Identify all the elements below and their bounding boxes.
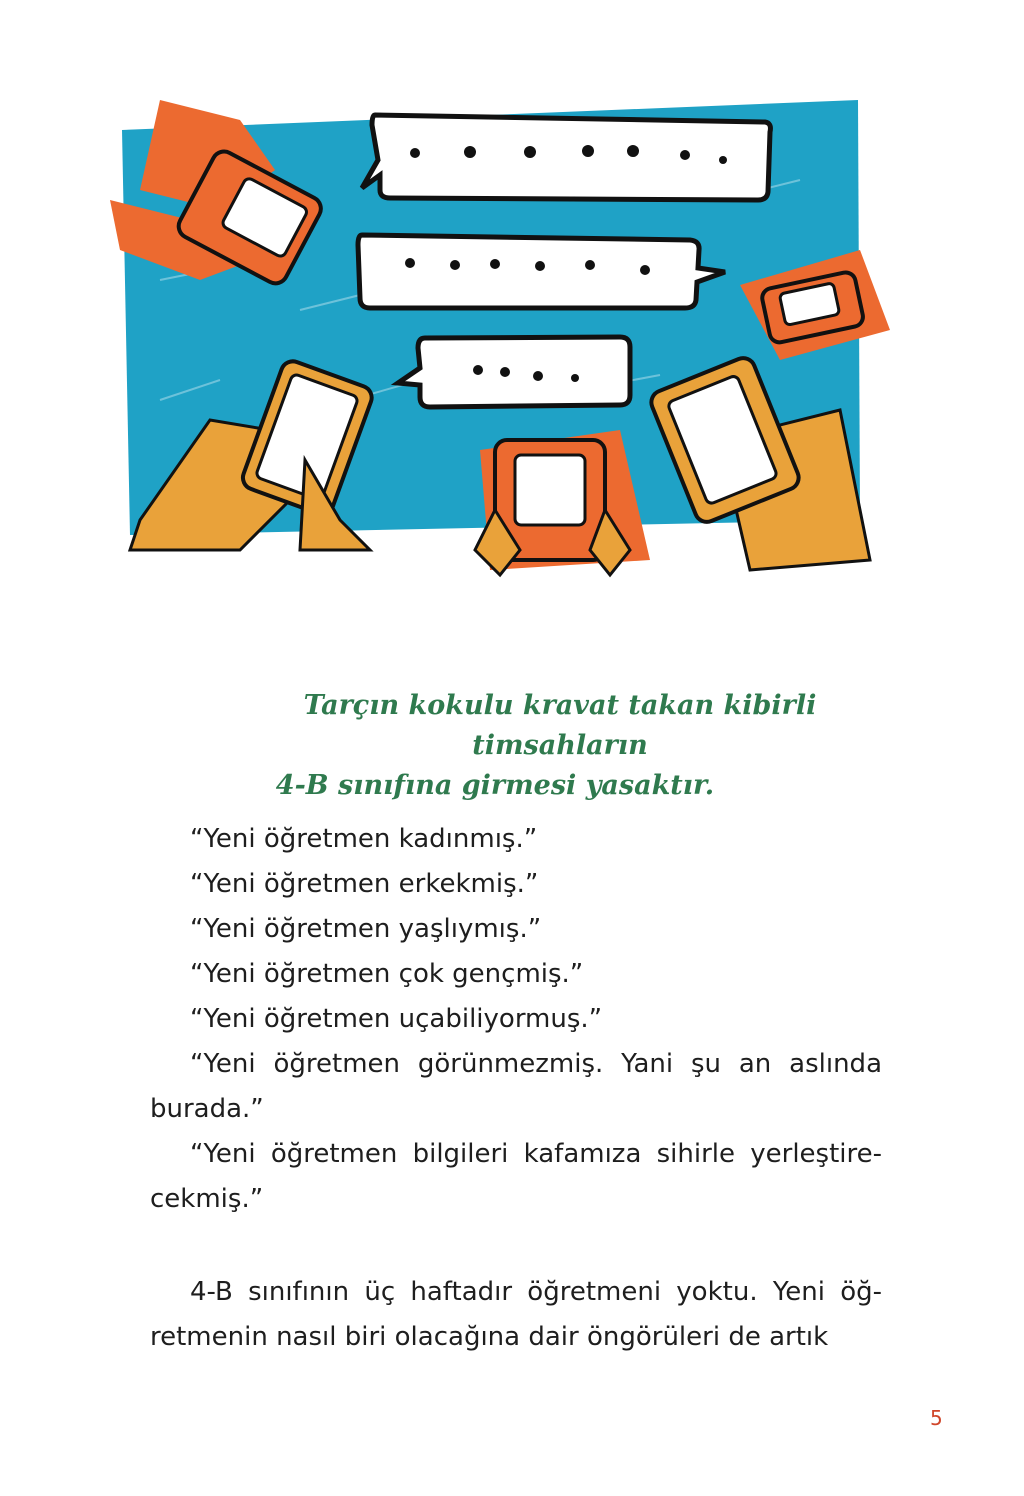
dialogue-line: “Yeni öğretmen erkekmiş.” [190,869,539,899]
dialogue-line: “Yeni öğretmen kadınmış.” [190,824,538,854]
page-number: 5 [930,1406,943,1430]
speech-bubble-middle [358,235,725,308]
dialogue-line: “Yeni öğretmen çok gençmiş.” [190,959,584,989]
dialogue-line: “Yeni öğretmen yaşlıymış.” [190,914,542,944]
paragraph-text: 4-B sınıfının üç haftadır öğretmeni yoktu. Yeni öğ-retmenin nasıl biri olacağına dair öngörüleri de artık [150,1277,882,1352]
chapter-heading [150,686,880,806]
heading-line-1: Tarçın kokulu kravat takan kibirli timsahların [303,690,817,761]
dialogue-block [150,817,882,1222]
heading-line-2: 4-B sınıfına girmesi yasaktır. [275,770,715,801]
speech-bubble-bottom [398,337,630,407]
phone-bottom-center [475,430,650,575]
narrative-paragraph [150,1270,882,1360]
dialogue-line: “Yeni öğretmen bilgileri kafamıza sihirle yerleştire-cekmiş.” [150,1139,882,1214]
illustration-phones-chat [100,80,900,580]
speech-bubble-top [362,115,770,200]
dialogue-line: “Yeni öğretmen görünmezmiş. Yani şu an aslında burada.” [150,1049,882,1124]
dialogue-line: “Yeni öğretmen uçabiliyormuş.” [190,1004,603,1034]
